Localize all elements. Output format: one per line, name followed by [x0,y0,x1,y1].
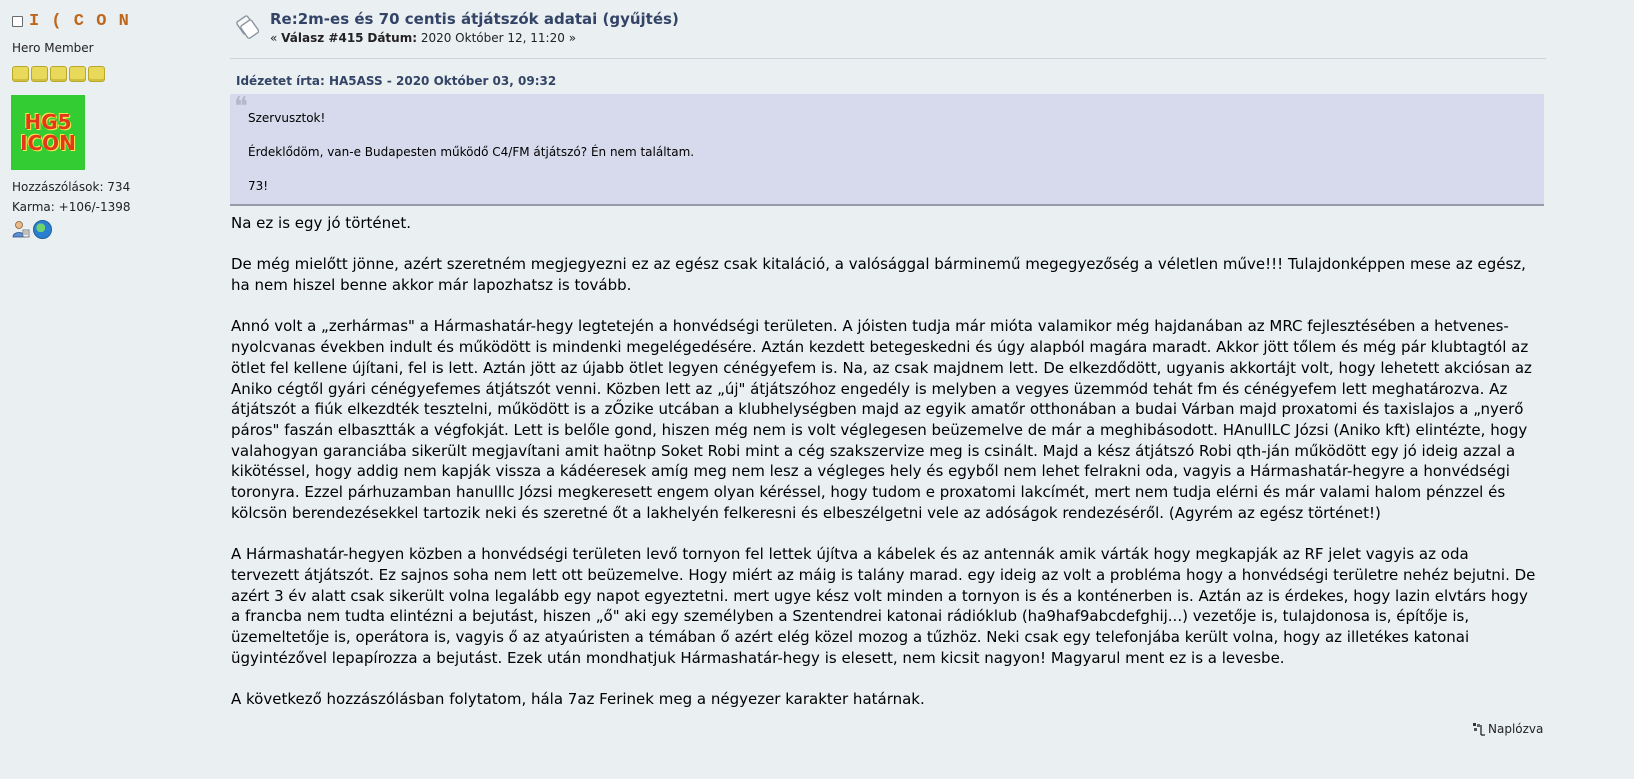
quote-line: Érdeklődöm, van-e Budapesten működő C4/FM átjátszó? Én nem találtam. [248,145,695,159]
post-paragraph: A következő hozzászólásban folytatom, hála 7az Ferinek meg a négyezer karakter határnak. [231,690,925,709]
quote-box [230,94,1544,206]
poster-panel [0,0,200,779]
quote-line: 73! [248,179,269,193]
avatar-text-line2: ICON [20,130,76,155]
poster-name[interactable]: I ( C O N [29,12,130,31]
date-label: Dátum: [367,31,417,45]
karma: Karma: +106/-1398 [12,200,131,214]
quote-mark-icon: ❝ [234,92,248,122]
offline-status-icon [12,16,23,27]
quote-header[interactable]: Idézetet írta: HA5ASS - 2020 Október 03, 09:32 [236,74,557,88]
star-icon [88,66,105,82]
post-date: 2020 Október 12, 11:20 [420,31,565,45]
star-icon [69,66,86,82]
post-meta [270,31,576,45]
avatar-text-line1: HG5 [24,109,72,134]
post-title[interactable]: Re:2m-es és 70 centis átjátszók adatai (gyűjtés) [270,10,679,28]
meta-prefix: « [270,31,278,45]
logged-indicator [1472,722,1543,736]
post-paragraph: Annó volt a „zerhármas" a Hármashatár-hegy legtetején a honvédségi területen. A jóisten tudja már mióta valamikor még hajdanában az MRC fejlesztésében a hetvenes-nyolcvanas években indult és működött is mindenki megelégedésére. Aztán kezdett betegeskedni és úgy alapból magára maradt. Akkor jött tőlem és még pár klubtagtól az ötlet fel kellene újítani, fel is lett. Aztán jött az újabb ötlet legyen cénégyefem is. Na, az csak majdnem lett. De elkezdődött, ugyanis akkortájt volt, hogy lehetett akciósan az Aniko cégtől gyári cénégyefemes átjátszót venni. Közben lett az „új" átjátszóhoz engedély is melyben a vegyes üzemmód tehát fm és cénégyefem lett meghatározva. Az átjátszót a fiúk elkezdték tesztelni, működött is a zŐzike utcában a klubhelységben majd az egyik amatőr otthonában a budai Várban majd proxatomi és taxislajos a „nyerő páros" faszán elbasztták a végfokját. Lett is belőle gond, hiszen még nem is volt véglegesen beüzemelve de már a meghibásodott. HAnullLC Józsi (Aniko kft) elintézte, hogy valahogyan garanciába sikerült megjavítani amit haötnp Soket Robi mint a cég szakszervize meg is csinált. Majd a kész átjátszó Robi qth-ján működött egy jó ideig azzal a kikötéssel, hogy addig nem kapják vissza a kádéeresek amíg meg nem lesz a végleges hely és egyből nem lehet felrakni oda, vagyis a Hármashatár-hegyre a honvédségi toronyra. Ezzel párhuzamban hanulllc Józsi megkeresett engem olyan kéréssel, hogy tudom e proxatomi lakcímét, mert nem tudja elérni és már valami halom pénzzel és kölcsön berendezésekkel tartozik neki és szeretné őt a lakhelyén felkeresni és elbeszélgetni vele az adóságok rendezéséről. (Agyrém az egész történet!) [231,317,1532,522]
star-icon [12,66,29,82]
avatar [11,95,85,170]
post-paragraph: Na ez is egy jó történet. [231,214,412,232]
rank-stars [12,66,105,82]
star-icon [50,66,67,82]
profile-icon[interactable] [12,220,30,238]
log-label: Naplózva [1488,722,1544,736]
profile-icons [12,220,52,239]
post-paragraph: De még mielőtt jönne, azért szeretném megjegyezni ez az egész csak kitaláció, a valósággal bárminemű megegyezőség a véletlen műve!!! Tulajdonképpen mese az egész, ha nem hiszel benne akkor már lapozhatsz is tovább. [231,255,1526,295]
globe-icon[interactable] [33,220,52,239]
header-divider [230,58,1546,59]
star-icon [31,66,48,82]
poster-name-row [12,12,130,31]
post-paragraph: A Hármashatár-hegyen közben a honvédségi területen levő tornyon fel lettek újítva a kábelek és az antennák amik várták hogy megkapják az RF jelet vagyis az oda tervezett átjátszót. Ez sajnos soha nem lett ott beüzemelve. Hogy miért az máig is talány marad. egy ideig az volt a probléma hogy a honvédségi területre nehéz bejutni. De azért 3 év alatt csak sikerült volna legalább egy napot egyeztetni. mert ugye kész volt minden a tornyon is és a konténerben is. Aztán az is érdekes, hogy lazin elvtárs hogy a francba nem tudta elintézni a bejutást, hiszen „ő" aki egy személyben a Szentendrei katonai rádióklub (ha9haf9abcdefghij...) vezetője is, tulajdonosa is, építője is, üzemeltetője is, operátora is, vagyis ő az atyaúristen a témában ő azért elég közel mozog a tűzhöz. Neki csak egy telefonjába került volna, hogy az illetékes katonai ügyintézővel lepapírozza a bejutást. Ezek után mondhatjuk Hármashatár-hegy is elesett, nem kicsit nagyon! Magyarul ment ez is a levesbe. [231,545,1536,667]
meta-suffix: » [568,31,577,45]
post-count: Hozzászólások: 734 [12,180,131,194]
quote-line: Szervusztok! [248,111,326,125]
log-icon [1472,722,1486,736]
post-body [231,213,1541,731]
reply-number: Válasz #415 [281,31,364,45]
topic-icon [235,15,259,39]
poster-rank: Hero Member [12,41,94,55]
